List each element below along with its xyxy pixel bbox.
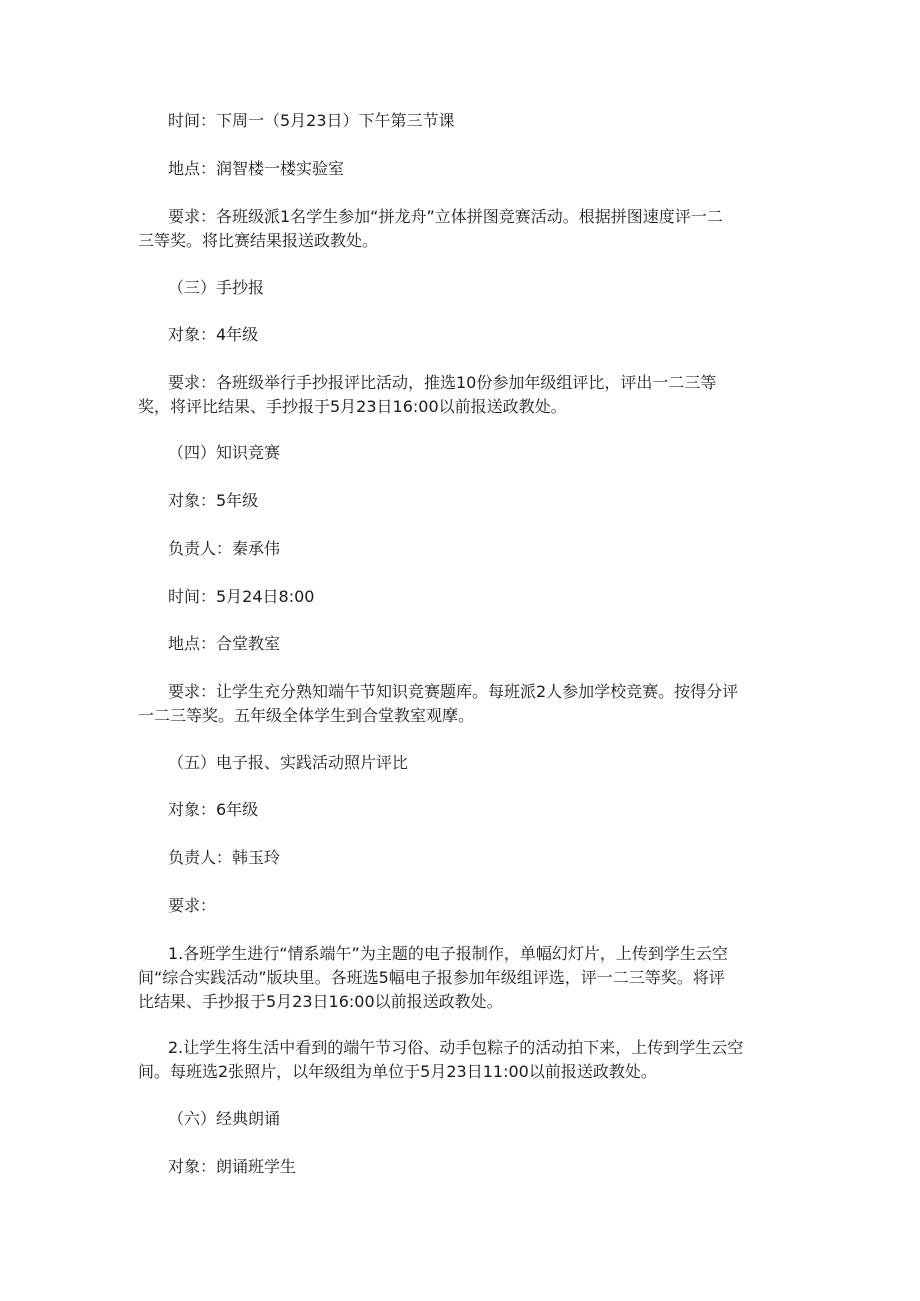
paragraph	[138, 585, 788, 609]
text-line: 地点：合堂教室	[168, 634, 281, 653]
paragraph	[138, 537, 788, 561]
text-line: 对象：6年级	[168, 800, 259, 819]
paragraph	[138, 205, 788, 253]
text-line: 要求：	[168, 896, 217, 915]
paragraph	[138, 323, 788, 347]
text-line: 间“综合实践活动”版块里。各班选5幅电子报参加年级组评选，评一二三等奖。将评	[138, 968, 725, 987]
paragraph	[138, 894, 788, 918]
text-line: （四）知识竞赛	[168, 443, 281, 462]
text-line: 时间：下周一（5月23日）下午第三节课	[168, 111, 455, 130]
paragraph	[138, 942, 788, 1014]
text-line: 一二三等奖。五年级全体学生到合堂教室观摩。	[138, 706, 475, 725]
text-line: 地点：润智楼一楼实验室	[168, 159, 345, 178]
section-heading	[138, 441, 788, 465]
text-line: 间。每班选2张照片，以年级组为单位于5月23日11:00以前报送政教处。	[138, 1062, 657, 1081]
text-line: 负责人：韩玉玲	[168, 848, 281, 867]
section-heading	[138, 1107, 788, 1131]
text-line: 奖，将评比结果、手抄报于5月23日16:00以前报送政教处。	[138, 397, 567, 416]
text-line: 三等奖。将比赛结果报送政教处。	[138, 231, 379, 250]
text-line: 对象：5年级	[168, 491, 259, 510]
paragraph	[138, 109, 788, 133]
text-line: 要求：各班级派1名学生参加“拼龙舟”立体拼图竞赛活动。根据拼图速度评一二	[168, 207, 723, 226]
section-heading	[138, 276, 788, 300]
paragraph	[138, 371, 788, 419]
text-line: 要求：让学生充分熟知端午节知识竞赛题库。每班派2人参加学校竞赛。按得分评	[168, 682, 739, 701]
text-line: （三）手抄报	[168, 278, 265, 297]
paragraph	[138, 632, 788, 656]
text-line: 负责人：秦承伟	[168, 539, 281, 558]
text-line: 比结果、手抄报于5月23日16:00以前报送政教处。	[138, 992, 503, 1011]
paragraph	[138, 680, 788, 728]
paragraph	[138, 1036, 788, 1084]
text-line: 对象：4年级	[168, 325, 259, 344]
paragraph	[138, 798, 788, 822]
text-line: 2.让学生将生活中看到的端午节习俗、动手包粽子的活动拍下来，上传到学生云空	[168, 1038, 744, 1057]
text-line: 对象：朗诵班学生	[168, 1157, 297, 1176]
text-line: （六）经典朗诵	[168, 1109, 281, 1128]
text-line: 要求：各班级举行手抄报评比活动，推选10份参加年级组评比，评出一二三等	[168, 373, 717, 392]
text-line: 时间：5月24日8:00	[168, 587, 315, 606]
text-line: 1.各班学生进行“情系端午”为主题的电子报制作，单幅幻灯片，上传到学生云空	[168, 944, 728, 963]
section-heading	[138, 751, 788, 775]
paragraph	[138, 1155, 788, 1179]
paragraph	[138, 157, 788, 181]
paragraph	[138, 489, 788, 513]
paragraph	[138, 846, 788, 870]
text-line: （五）电子报、实践活动照片评比	[168, 753, 409, 772]
